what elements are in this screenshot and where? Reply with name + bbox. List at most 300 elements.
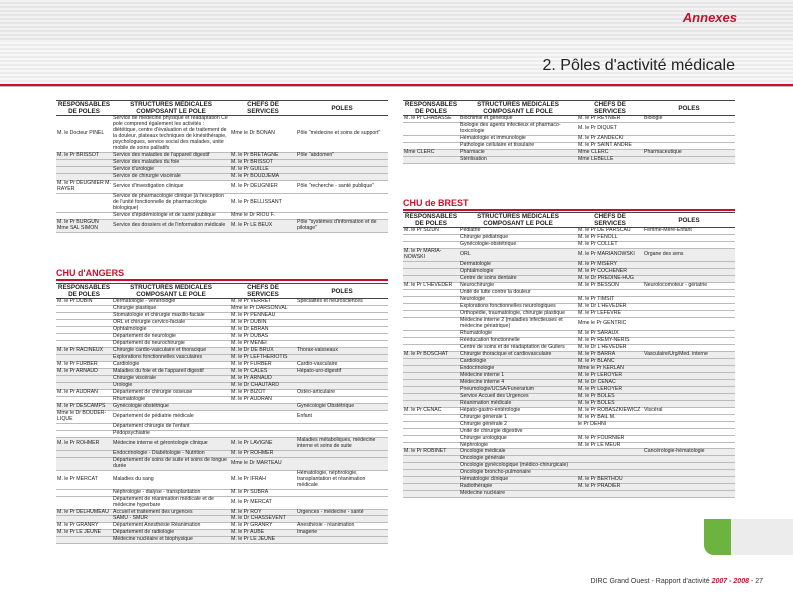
table-row	[403, 290, 735, 297]
column-header: STRUCTURES MEDICALES COMPOSANT LE POLE	[459, 101, 577, 116]
structure-cell: Chirurgie générale 1	[459, 414, 577, 421]
responsable-cell	[403, 290, 459, 297]
column-header: STRUCTURES MEDICALES COMPOSANT LE POLE	[112, 101, 230, 116]
section-title-angers: CHU d'ANGERS	[56, 268, 125, 278]
responsable-cell	[56, 450, 112, 457]
pole-cell: Vasculaire/Urg/Med. interne	[643, 351, 735, 358]
table-row	[403, 136, 735, 143]
pole-cell: Enfant	[296, 410, 388, 423]
structure-cell: Oncologie médicale	[459, 449, 577, 456]
structure-cell: Chirurgie générale 2	[459, 421, 577, 428]
responsable-cell: Mme CLERC	[403, 150, 459, 157]
table-header-row	[56, 284, 388, 299]
structure-cell: Centre de soins dentaire	[459, 276, 577, 283]
responsable-cell	[56, 167, 112, 174]
table-row	[403, 150, 735, 157]
table-row	[56, 496, 388, 509]
responsable-cell	[403, 157, 459, 164]
chef-cell: Mme le Pr DARSONVAL	[230, 306, 296, 313]
pole-cell: Viscéral	[643, 407, 735, 414]
responsable-cell	[403, 235, 459, 242]
table-row	[56, 327, 388, 334]
page-title: 2. Pôles d'activité médicale	[542, 57, 735, 74]
structure-cell: Neurologie	[459, 297, 577, 304]
table-row	[56, 390, 388, 397]
chef-cell: M. le Pr BOLES	[577, 393, 643, 400]
structure-cell: Pédopsychiatrie	[112, 430, 230, 437]
responsable-cell: M. le Pr DEUGNIER M. RAYER	[57, 180, 111, 193]
pole-cell	[643, 477, 735, 484]
chef-cell: M. le Pr VERRET	[230, 299, 296, 306]
pole-cell: Cancérologie-hématologie	[643, 449, 735, 456]
structure-cell: Dermatologie	[459, 262, 577, 269]
structure-cell: Unité de chirurgie digestive	[459, 428, 577, 435]
chef-cell: M. le Pr FENOLL	[577, 235, 643, 242]
chef-cell	[577, 491, 643, 498]
responsable-cell: M. le Pr LE JEUNE	[56, 530, 112, 537]
chef-cell: M. le Dr DE BRUX	[230, 348, 296, 355]
pole-cell	[643, 386, 735, 393]
responsable-cell	[403, 491, 459, 498]
pole-cell	[643, 491, 735, 498]
structure-cell: Service de chirurgie viscérale	[112, 174, 230, 181]
pole-cell: Spécialités et neurosciences	[296, 299, 388, 306]
responsable-cell: M. le Pr BOSCHAT	[403, 351, 459, 358]
table-row	[56, 509, 388, 516]
table-row	[56, 437, 388, 450]
chef-cell: M. le Pr CALES	[230, 369, 296, 376]
responsable-cell	[403, 358, 459, 365]
chef-cell: M. le Pr BOLES	[577, 400, 643, 407]
structure-cell: Pathologie cellulaire et tissulaire	[459, 143, 577, 150]
responsable-cell	[56, 430, 112, 437]
pole-cell	[643, 290, 735, 297]
pole-cell	[643, 393, 735, 400]
pole-cell	[643, 365, 735, 372]
pole-cell	[296, 457, 388, 470]
chef-cell	[230, 423, 296, 430]
chef-cell: M. le Pr LE BEUX	[230, 219, 296, 232]
table-row	[403, 235, 735, 242]
structure-cell: Service des dossiers et de l'information médicale	[112, 219, 230, 232]
chef-cell	[577, 428, 643, 435]
table-row	[56, 523, 388, 530]
structure-cell: Urologie	[112, 383, 230, 390]
chef-cell: M. le Dr CENAC	[577, 379, 643, 386]
section-title-brest: CHU de BREST	[403, 198, 469, 208]
chef-cell: M. le Pr LE MEUR	[577, 442, 643, 449]
pole-cell	[296, 160, 388, 167]
responsable-cell: M. le Pr MARIA-NOWSKI	[403, 249, 459, 262]
structure-cell: Accueil et traitement des urgences	[112, 509, 230, 516]
structure-cell: Ophtalmologie	[459, 269, 577, 276]
chef-cell: M. le Pr BELLISSANT	[230, 194, 296, 213]
pole-cell: Ostéo-articulaire	[296, 390, 388, 397]
pole-cell	[643, 318, 735, 331]
column-header: RESPONSABLES DE POLES	[404, 213, 458, 228]
pole-cell	[643, 372, 735, 379]
responsable-cell	[56, 327, 112, 334]
table-row	[403, 269, 735, 276]
table-header-row	[56, 101, 388, 116]
column-header: CHEFS DE SERVICES	[230, 284, 296, 299]
chef-cell: M. le Pr ARNAUD	[230, 376, 296, 383]
table-row	[403, 249, 735, 262]
table-header-row	[403, 213, 735, 228]
column-header: POLES	[643, 101, 735, 116]
table-row	[56, 537, 388, 544]
structure-cell: Département de soins de suite et soins de longue durée	[112, 457, 230, 470]
structure-cell: Département chirurgie de l'enfant	[112, 423, 230, 430]
table-row	[56, 299, 388, 306]
table-row	[403, 470, 735, 477]
structure-cell: Département de pédiatrie médicale	[112, 410, 230, 423]
section-label: Annexes	[682, 10, 737, 25]
responsable-cell	[403, 470, 459, 477]
title-rule-grey	[0, 86, 793, 87]
chef-cell: M. le Pr BARRA	[577, 351, 643, 358]
chef-cell	[577, 449, 643, 456]
responsable-cell: M. le Pr AUDRAN	[56, 390, 112, 397]
corner-decoration-grey	[731, 519, 793, 555]
pole-cell: Pharmaceutique	[643, 150, 735, 157]
pole-cell: Biologie	[643, 116, 735, 123]
table-row	[56, 167, 388, 174]
structure-cell: Département de radiologie	[112, 530, 230, 537]
chef-cell: M. le Pr REMY-NERIS	[577, 337, 643, 344]
structure-cell: Rhumatologie	[112, 397, 230, 404]
structure-cell: Médecine interne 1	[459, 372, 577, 379]
pole-cell	[643, 123, 735, 136]
pole-cell	[296, 194, 388, 213]
pole-cell: Gynécologie Obstétrique	[296, 404, 388, 411]
structure-cell: Chirurgie viscérale	[112, 376, 230, 383]
responsable-cell	[403, 484, 459, 491]
chef-cell: Mme le Dr MARTEAU	[230, 457, 296, 470]
responsable-cell: M. le Pr CHABASSE	[403, 116, 459, 123]
chef-cell: M. le Pr MISERY	[577, 262, 643, 269]
responsable-cell	[403, 297, 459, 304]
table-row	[403, 283, 735, 290]
pole-cell	[643, 157, 735, 164]
table-row	[403, 143, 735, 150]
chef-cell	[230, 404, 296, 411]
responsable-cell	[56, 496, 112, 509]
chef-cell: M. le Pr ROBASZKIEWICZ	[577, 407, 643, 414]
structure-cell: Médecine nucléaire et biophysique	[112, 537, 230, 544]
footer	[590, 578, 763, 585]
table-row	[403, 421, 735, 428]
chef-cell: M. le Pr REYNIER	[577, 116, 643, 123]
chef-cell: Mme le Pr GENTRIC	[577, 318, 643, 331]
structure-cell: Service de pharmacologie clinique (à l'exception de l'unité fonctionnelle de pharmacologie biologique)	[112, 194, 230, 213]
chef-cell: M. le Pr BESSON	[577, 283, 643, 290]
chef-cell: M. le Dr L'HEVEDER	[577, 304, 643, 311]
structure-cell: Département de chirurgie osseuse	[112, 390, 230, 397]
table-row	[403, 372, 735, 379]
chef-cell: M. le Pr DEUGNIER	[230, 181, 296, 194]
table-row	[56, 383, 388, 390]
footer-text: DIRC Grand Ouest - Rapport d'activité	[590, 578, 712, 585]
chef-cell: M. le Pr SAINT ANDRE	[577, 143, 643, 150]
table-row	[403, 365, 735, 372]
responsable-cell: M. le Pr DELHUMEAU	[56, 509, 112, 516]
chef-cell: M. le Pr MARIANOWSKI	[577, 249, 643, 262]
pole-cell: Pôle "médecine et soins de support"	[296, 116, 388, 153]
pole-cell	[643, 379, 735, 386]
responsable-cell: M. le Docteur PINEL	[56, 116, 112, 153]
pole-cell	[296, 423, 388, 430]
pole-cell: Anesthésie - réanimation	[296, 523, 388, 530]
pole-cell	[296, 489, 388, 496]
pole-cell	[643, 428, 735, 435]
chef-cell: M. le Pr ROHMER	[230, 450, 296, 457]
pole-cell	[643, 242, 735, 249]
pole-cell	[643, 136, 735, 143]
responsable-cell: M. le Pr ROHMER	[56, 437, 112, 450]
table-row	[56, 470, 388, 489]
structure-cell: Chirurgie plastique	[112, 306, 230, 313]
responsable-cell	[56, 376, 112, 383]
chef-cell: M. le Pr COLLET	[577, 242, 643, 249]
table-angers-biologie	[403, 100, 735, 164]
responsable-cell	[403, 379, 459, 386]
responsable-cell	[56, 160, 112, 167]
structure-cell: Dermatologie - vénérologie	[112, 299, 230, 306]
responsable-cell: M. le Pr BRISSOT	[56, 153, 112, 160]
structure-cell: Endocrinologie - Diabétologie - Nutrition	[112, 450, 230, 457]
pole-cell	[296, 306, 388, 313]
column-header: CHEFS DE SERVICES	[230, 101, 296, 116]
chef-cell: M. le Pr DE PARSCAU	[577, 228, 643, 235]
chef-cell: M. le Pr ROY	[230, 509, 296, 516]
chef-cell	[230, 410, 296, 423]
structure-cell: Néphrologie - dialyse - transplantation	[112, 489, 230, 496]
footer-year: 2007 - 2008	[711, 578, 749, 585]
responsable-cell: M. le Pr CENAC	[403, 407, 459, 414]
table-row	[403, 358, 735, 365]
column-header: CHEFS DE SERVICES	[577, 101, 643, 116]
chef-cell: M. le Pr GUILLE	[230, 167, 296, 174]
structure-cell: Hépato-gastro-entérologie	[459, 407, 577, 414]
table-row	[56, 369, 388, 376]
table-row	[56, 530, 388, 537]
pole-cell	[643, 421, 735, 428]
responsable-cell	[56, 423, 112, 430]
structure-cell: Ophtalmologie	[112, 327, 230, 334]
table-row	[403, 449, 735, 456]
table-row	[403, 491, 735, 498]
chef-cell: M. le Pr TIMSIT	[577, 297, 643, 304]
table-row	[56, 376, 388, 383]
table-row	[403, 262, 735, 269]
chef-cell: M. le Pr LEFTHERIOTIS	[230, 355, 296, 362]
chef-cell: Mme le Dr RIOU F.	[230, 213, 296, 220]
pole-cell	[643, 414, 735, 421]
pole-cell: Hépato-uro-digestif	[296, 369, 388, 376]
responsable-cell	[403, 428, 459, 435]
pole-cell	[643, 235, 735, 242]
pole-cell	[643, 456, 735, 463]
structure-cell: Chirurgie cardio-vasculaire et thoracique	[112, 348, 230, 355]
chef-cell: M. le Dr CHASSEVENT	[230, 516, 296, 523]
responsable-cell	[403, 318, 459, 331]
pole-cell: Thorax-vaisseaux	[296, 348, 388, 355]
pole-cell: Hématologie, néphrologie, transplantation et réanimation médicale	[296, 470, 388, 489]
responsable-cell	[56, 320, 112, 327]
pole-cell: Pôle "recherche - santé publique"	[296, 181, 388, 194]
footer-page: - 27	[748, 578, 763, 585]
table-row	[403, 456, 735, 463]
structure-cell: Service Accueil des Urgences	[459, 393, 577, 400]
table-row	[403, 463, 735, 470]
structure-cell: Radiothérapie	[459, 484, 577, 491]
table-row	[403, 407, 735, 414]
pole-cell	[643, 358, 735, 365]
pole-cell	[643, 470, 735, 477]
table-row	[56, 116, 388, 153]
table-brest	[403, 212, 735, 498]
responsable-cell	[403, 304, 459, 311]
structure-cell: Stérilisation	[459, 157, 577, 164]
structure-cell: Service des maladies du foie	[112, 160, 230, 167]
table-row	[56, 320, 388, 327]
structure-cell: Pédiatrie	[459, 228, 577, 235]
table-row	[403, 484, 735, 491]
pole-cell	[296, 537, 388, 544]
column-header: RESPONSABLES DE POLES	[404, 101, 458, 116]
structure-cell: ORL et chirurgie cervico-faciale	[112, 320, 230, 327]
responsable-cell	[56, 194, 112, 213]
table-row	[56, 181, 388, 194]
table-row	[56, 348, 388, 355]
table-row	[56, 306, 388, 313]
structure-cell: Oncologie générale	[459, 456, 577, 463]
responsable-cell: M. le Pr RACINEUX	[56, 348, 112, 355]
chef-cell: M. le Pr DIQUET	[577, 123, 643, 136]
pole-cell	[643, 262, 735, 269]
responsable-cell	[403, 365, 459, 372]
structure-cell: Médecine interne et gérontologie clinique	[112, 437, 230, 450]
table-row	[403, 242, 735, 249]
responsable-cell	[403, 463, 459, 470]
table-row	[403, 311, 735, 318]
chef-cell	[577, 456, 643, 463]
responsable-cell	[403, 337, 459, 344]
chef-cell: M. le Dr L'HEVEDER	[577, 344, 643, 351]
structure-cell: Stomatologie et chirurgie maxillo-faciale	[112, 313, 230, 320]
pole-cell	[296, 334, 388, 341]
chef-cell: M. le Pr BAIL M.	[577, 414, 643, 421]
structure-cell: Unité de lutte contre la douleur	[459, 290, 577, 297]
pole-cell	[643, 297, 735, 304]
pole-cell	[643, 311, 735, 318]
table-row	[56, 194, 388, 213]
structure-cell: Gynécologie obstétrique	[112, 404, 230, 411]
table-row	[56, 410, 388, 423]
chef-cell: M. le Pr LAVIGNE	[230, 437, 296, 450]
header-band	[0, 0, 793, 42]
responsable-cell	[403, 456, 459, 463]
pole-cell	[643, 269, 735, 276]
structure-cell: SAMU - SMUR	[112, 516, 230, 523]
chef-cell: M. le Pr FURBER	[230, 362, 296, 369]
structure-cell: Cardiologie	[112, 362, 230, 369]
structure-cell: Pneumologie/UCSA/Funerarium	[459, 386, 577, 393]
chef-cell: M. le Pr MENEI	[230, 341, 296, 348]
chef-cell: M. le Pr PRADIER	[577, 484, 643, 491]
structure-cell: Département de réanimation médicale et de médecine hyperbare	[112, 496, 230, 509]
structure-cell: Médecine interne 2 (maladies infectieuses et médecine gériatrique)	[459, 318, 577, 331]
chef-cell: M. le Pr LEROYER	[577, 372, 643, 379]
chef-cell: M. le Dr EBRAN	[230, 327, 296, 334]
table-row	[403, 228, 735, 235]
column-header: STRUCTURES MEDICALES COMPOSANT LE POLE	[112, 284, 230, 299]
table-row	[56, 160, 388, 167]
pole-cell	[643, 484, 735, 491]
pole-cell: Cardio-vasculaire	[296, 362, 388, 369]
structure-cell: Oncologie broncho-pulmonaire	[459, 470, 577, 477]
chef-cell: Mme le Pr KERLAN	[577, 365, 643, 372]
table-row	[403, 123, 735, 136]
table-row	[403, 157, 735, 164]
responsable-cell: M. le Pr ROBINET	[403, 449, 459, 456]
structure-cell: Centre de soins et de réadaptation de Guilers	[459, 344, 577, 351]
pole-cell	[296, 313, 388, 320]
structure-cell: Néphrologie	[459, 442, 577, 449]
structure-cell: Médecine interne 4	[459, 379, 577, 386]
responsable-cell	[403, 262, 459, 269]
table-row	[403, 386, 735, 393]
pole-cell: Urgences - médecine - santé	[296, 509, 388, 516]
structure-cell: Pharmacie	[459, 150, 577, 157]
responsable-cell	[403, 269, 459, 276]
responsable-cell: M. le Pr BURGUN Mme SAL SIMON	[56, 219, 112, 232]
structure-cell: ORL	[459, 249, 577, 262]
chef-cell: M. le Dr CHAUTARD	[230, 383, 296, 390]
chef-cell	[577, 463, 643, 470]
chef-cell: M. le Pr DUBAS	[230, 334, 296, 341]
pole-cell	[643, 331, 735, 338]
structure-cell: Médecine nucléaire	[459, 491, 577, 498]
chef-cell: M. le Pr MERCAT	[230, 496, 296, 509]
structure-cell: Orthopédie, traumatologie, chirurgie plastique	[459, 311, 577, 318]
pole-cell: Pôle "abdomen"	[296, 153, 388, 160]
responsable-cell: M. le Pr FURBER	[56, 362, 112, 369]
responsable-cell	[56, 457, 112, 470]
chef-cell: M. le Pr BOUDJEMA	[230, 174, 296, 181]
column-header: POLES	[296, 284, 388, 299]
structure-cell: Service d'urologie	[112, 167, 230, 174]
pole-cell: Neurolocomoteur - gériatrie	[643, 283, 735, 290]
table-row	[56, 313, 388, 320]
responsable-cell	[403, 386, 459, 393]
structure-cell: Chirurgie thoracique et cardiovasculaire	[459, 351, 577, 358]
chef-cell: M. le Pr SARAUX	[577, 331, 643, 338]
chef-cell: M. le Pr LEROYER	[577, 386, 643, 393]
responsable-cell: M. le Pr ARNAUD	[56, 369, 112, 376]
table-row	[56, 334, 388, 341]
structure-cell: Département de neurologie	[112, 334, 230, 341]
structure-cell: Oncologie gynécologique (médico-chirurgicale)	[459, 463, 577, 470]
chef-cell: M. le Pr LE JEUNE	[230, 537, 296, 544]
chef-cell: M. le Pr COCHENER	[577, 269, 643, 276]
column-header: RESPONSABLES DE POLES	[57, 284, 111, 299]
responsable-cell: M. le Pr SIZUN	[403, 228, 459, 235]
chef-cell: M. le Pr BERTHOU	[577, 477, 643, 484]
structure-cell: Chirurgie pédiatrique	[459, 235, 577, 242]
table-row	[403, 477, 735, 484]
